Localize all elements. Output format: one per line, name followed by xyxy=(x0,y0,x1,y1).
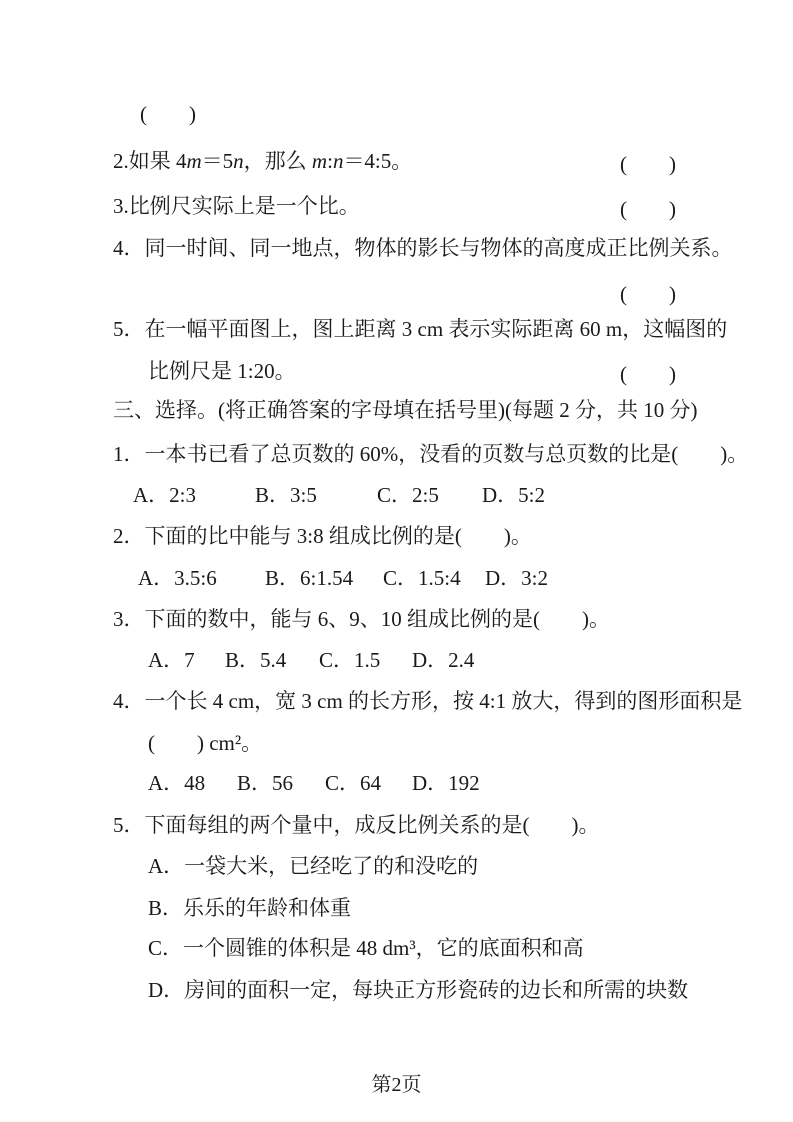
choice-q1-option-a: A．2:3 xyxy=(133,483,196,507)
choice-q2-option-b: B．6:1.54 xyxy=(265,566,354,590)
judge-item2-var-n: n xyxy=(233,149,244,173)
choice-q4-stem-line2: ( ) cm²。 xyxy=(148,731,263,755)
choice-q5-option-b: B．乐乐的年龄和体重 xyxy=(148,896,352,920)
judge-item1-answer-bracket: ( ) xyxy=(140,102,196,126)
choice-q2-options xyxy=(138,565,548,592)
choice-q3-option-a: A．7 xyxy=(148,648,195,672)
choice-q3-option-b: B．5.4 xyxy=(225,648,287,672)
choice-q4-option-a: A．48 xyxy=(148,771,206,795)
choice-q2-stem: 2．下面的比中能与 3:8 组成比例的是( )。 xyxy=(113,524,532,548)
choice-section-heading: 三、选择。(将正确答案的字母填在括号里)(每题 2 分，共 10 分) xyxy=(113,398,698,422)
choice-q1-option-d: D．5:2 xyxy=(482,483,545,507)
judge-item2-seg5: ＝4:5。 xyxy=(343,149,413,173)
choice-q3-option-c: C．1.5 xyxy=(319,648,381,672)
judge-item2-var-n2: n xyxy=(332,149,344,173)
judge-item2-answer-bracket: ( ) xyxy=(620,152,676,176)
judge-item3-text: 3.比例尺实际上是一个比。 xyxy=(113,194,360,218)
judge-item2-text xyxy=(113,148,412,175)
choice-q4-stem-line1: 4．一个长 4 cm，宽 3 cm 的长方形，按 4:1 放大，得到的图形面积是 xyxy=(113,689,743,713)
judge-item2-var-m: m xyxy=(186,149,202,173)
judge-item4-answer-bracket: ( ) xyxy=(620,282,676,306)
judge-item5-text-line1: 5．在一幅平面图上，图上距离 3 cm 表示实际距离 60 m，这幅图的 xyxy=(113,317,728,341)
judge-item5-answer-bracket: ( ) xyxy=(620,362,676,386)
judge-item4-text: 4．同一时间、同一地点，物体的影长与物体的高度成正比例关系。 xyxy=(113,236,733,260)
choice-q2-option-a: A．3.5:6 xyxy=(138,566,217,590)
choice-q1-options xyxy=(133,482,545,509)
choice-q5-option-c: C．一个圆锥的体积是 48 dm³，它的底面积和高 xyxy=(148,936,584,960)
choice-q3-option-d: D．2.4 xyxy=(412,648,475,672)
choice-q4-option-d: D．192 xyxy=(412,771,480,795)
choice-q4-option-c: C．64 xyxy=(325,771,382,795)
choice-q1-stem: 1．一本书已看了总页数的 60%，没看的页数与总页数的比是( )。 xyxy=(113,442,749,466)
choice-q4-options xyxy=(148,770,480,797)
choice-q5-option-a: A．一袋大米，已经吃了的和没吃的 xyxy=(148,854,479,878)
choice-q1-option-b: B．3:5 xyxy=(255,483,317,507)
judge-item2-seg2: ＝5 xyxy=(201,149,234,173)
judge-item2-seg1: 2.如果 4 xyxy=(113,149,187,173)
choice-q4-option-b: B．56 xyxy=(237,771,294,795)
choice-q2-option-d: D．3:2 xyxy=(485,566,548,590)
judge-item2-seg3: ，那么 xyxy=(243,149,312,173)
page-number-footer: 第2页 xyxy=(371,1074,422,1096)
choice-q2-option-c: C．1.5:4 xyxy=(383,566,461,590)
choice-q5-stem: 5．下面每组的两个量中，成反比例关系的是( )。 xyxy=(113,813,600,837)
judge-item2-var-m2: m xyxy=(311,149,328,173)
judge-item2-seg4: : xyxy=(327,149,333,173)
judge-item5-text-line2: 比例尺是 1:20。 xyxy=(148,359,296,383)
choice-q3-stem: 3．下面的数中，能与 6、9、10 组成比例的是( )。 xyxy=(113,607,610,631)
choice-q1-option-c: C．2:5 xyxy=(377,483,439,507)
choice-q3-options xyxy=(148,647,474,674)
judge-item3-answer-bracket: ( ) xyxy=(620,197,676,221)
choice-q5-option-d: D．房间的面积一定，每块正方形瓷砖的边长和所需的块数 xyxy=(148,978,689,1002)
